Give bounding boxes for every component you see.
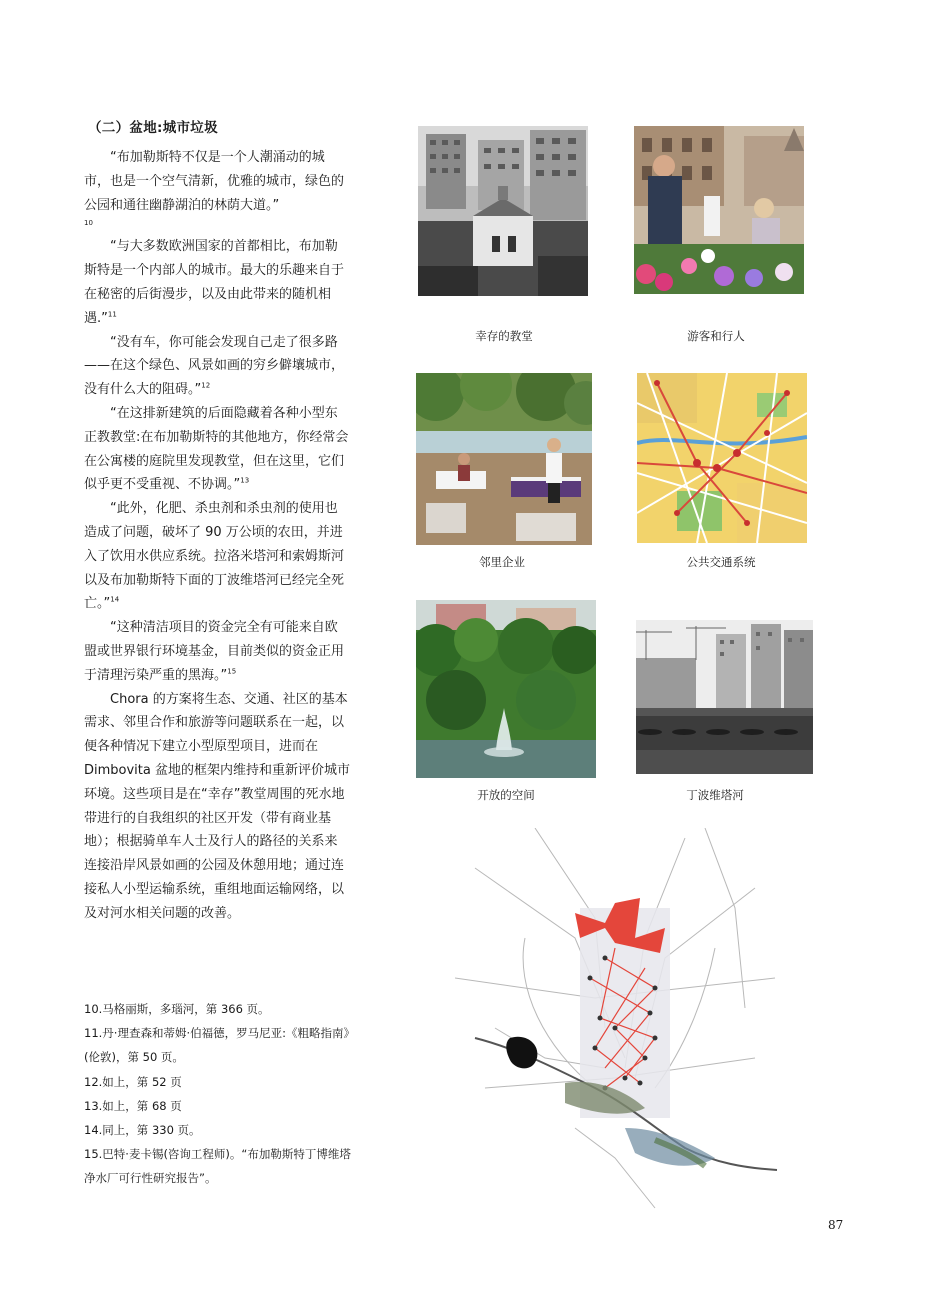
footnote: 10.马格丽斯，多瑙河，第 366 页。 <box>84 1002 270 1016</box>
ref-marker-10: 10 <box>84 219 93 228</box>
page-number: 87 <box>828 1218 844 1232</box>
footnotes <box>84 997 354 1191</box>
footnote: 13.如上，第 68 页 <box>84 1098 182 1113</box>
transit-map <box>637 373 807 543</box>
caption-neighborhood: 邻里企业 <box>479 555 525 569</box>
paragraph-1: “布加勒斯特不仅是一个人潮涌动的城市，也是一个空气清新，优雅的城市，绿色的公园和通往幽静湖泊的林荫大道。” <box>84 150 345 213</box>
footnote: 14.同上，第 330 页。 <box>84 1123 201 1138</box>
paragraph-2: “与大多数欧洲国家的首都相比，布加勒斯特是一个内部人的城市。最大的乐趣来自于在秘密的后街漫步，以及由此带来的随机相遇.”$^{11}$ <box>84 239 345 326</box>
neighborhood-photo <box>416 373 592 545</box>
body-text <box>84 146 350 926</box>
paragraph-6: “这种清洁项目的资金完全有可能来自欧盟或世界银行环境基金，目前类似的资金正用于清理污染严重的黑海。”$^{15}$ <box>84 620 345 683</box>
footnote: 15.巴特·麦卡锡(咨询工程师)。“布加勒斯特丁博维塔净水厂可行性研究报告”。 <box>84 1147 351 1186</box>
paragraph-7: Chora 的方案将生态、交通、社区的基本需求、邻里合作和旅游等问题联系在一起，以便各种情况下建立小型原型项目，进而在 Dimbovita 盆地的框架内维持和重新评价城市环境。这些项目是在“幸存”教堂周围的死水地带进行的自我组织的社区开发（带有商业基地）；根据骑单车人士及行人的路径的关系来连接沿岸风景如画的公园及休憩用地；通过连接私人小型运输系统，重组地面运输网络，以及对河水相关问题的改善。 <box>84 691 350 921</box>
concept-map-diagram <box>455 828 780 1213</box>
paragraph-4: “在这排新建筑的后面隐藏着各种小型东正教教堂:在布加勒斯特的其他地方，你经常会在公寓楼的庭院里发现教堂，但在这里，它们似乎更不受重视、不协调。”$^{13}$ <box>84 405 349 493</box>
caption-river: 丁波维塔河 <box>686 788 744 802</box>
footnote: 12.如上，第 52 页 <box>84 1074 182 1089</box>
footnote: 11.丹·理查森和蒂姆·伯福德，罗马尼亚:《粗略指南》(伦敦)，第 50 页。 <box>84 1026 350 1065</box>
caption-visitors: 游客和行人 <box>687 329 745 343</box>
church-photo <box>418 126 588 296</box>
caption-church: 幸存的教堂 <box>475 329 533 343</box>
paragraph-5: “此外，化肥、杀虫剂和杀虫剂的使用也造成了问题，破坏了 90 万公顷的农田，并进入了饮用水供应系统。拉洛米塔河和索姆斯河以及布加勒斯特下面的丁波维塔河已经完全死亡。”$^{14}$ <box>84 501 345 612</box>
open-space-photo <box>416 600 596 778</box>
caption-open-space: 开放的空间 <box>477 788 535 802</box>
river-photo <box>636 620 813 774</box>
section-heading: （二）盆地:城市垃圾 <box>88 120 218 136</box>
visitors-photo <box>634 126 804 294</box>
paragraph-3: “没有车，你可能会发现自己走了很多路——在这个绿色、风景如画的穷乡僻壤城市，没有什么大的阻碍。”$^{12}$ <box>84 334 345 398</box>
caption-transit: 公共交通系统 <box>686 555 756 569</box>
